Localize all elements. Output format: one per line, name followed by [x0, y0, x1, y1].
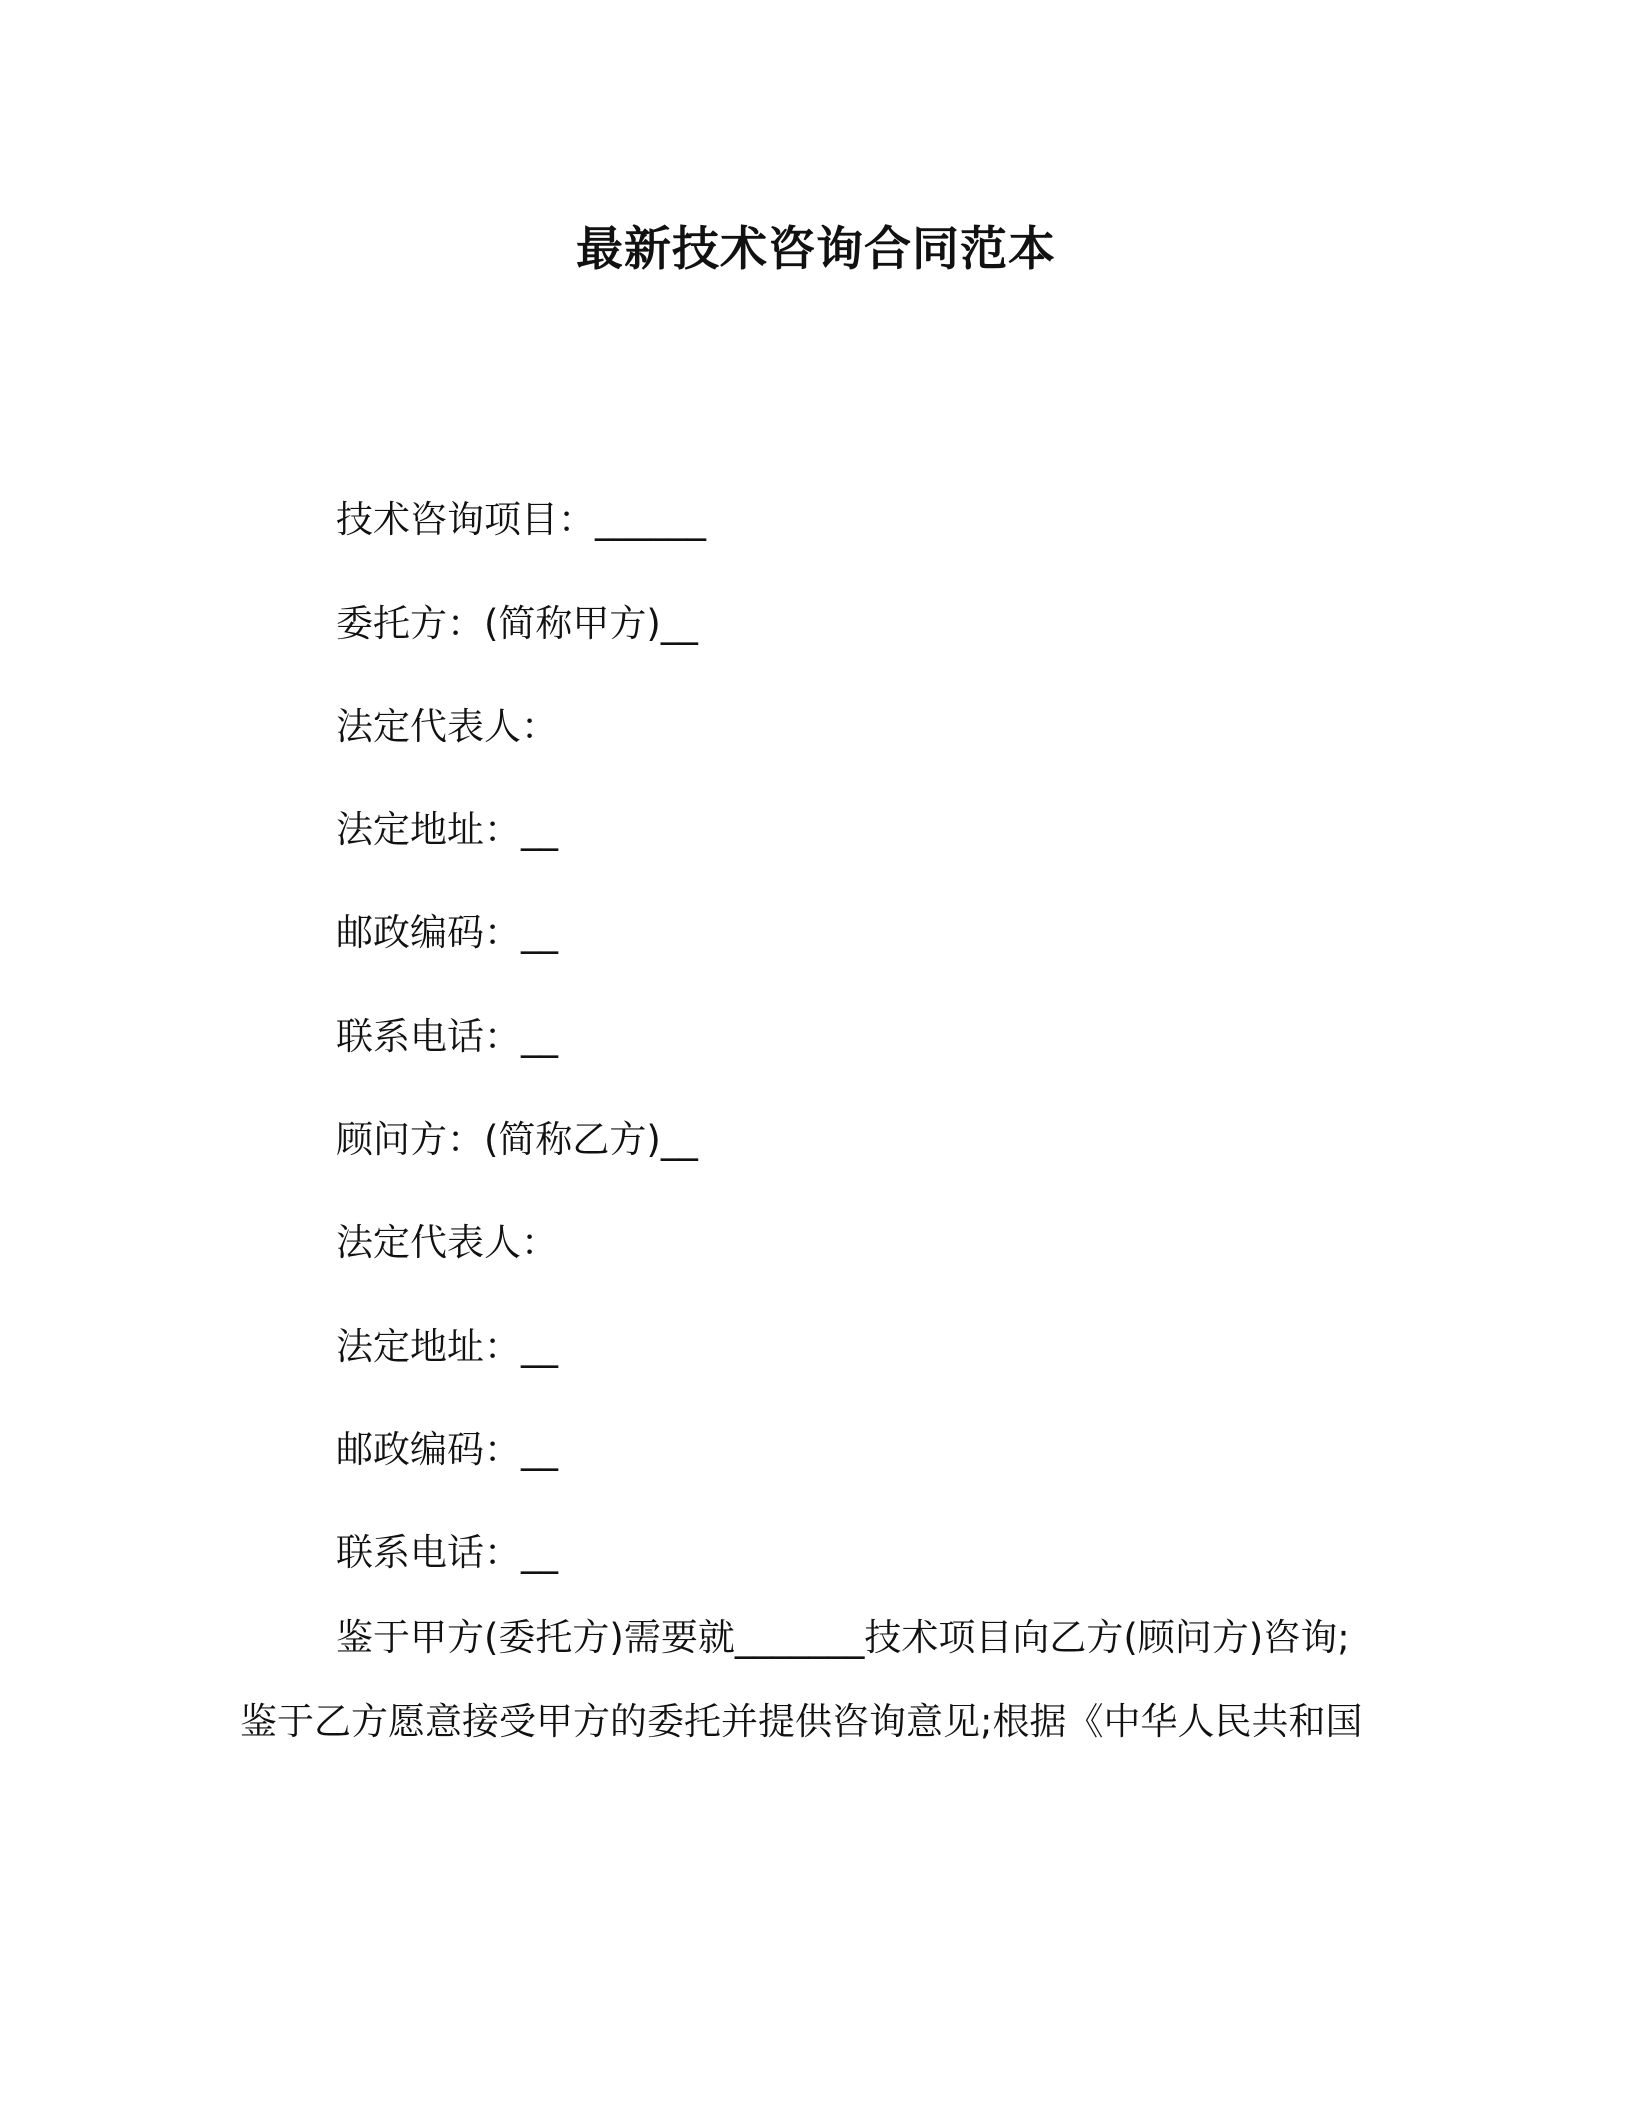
field-consultant-phone: 联系电话：__: [336, 1531, 558, 1574]
field-consultant-address: 法定地址：__: [336, 1325, 558, 1368]
field-consultant-postcode: 邮政编码：__: [336, 1428, 558, 1471]
preamble-line-1: 鉴于甲方(委托方)需要就_______技术项目向乙方(顾问方)咨询;: [336, 1616, 1350, 1659]
field-consulting-project: 技术咨询项目：______: [336, 498, 706, 541]
field-client-phone: 联系电话：__: [336, 1015, 558, 1058]
field-client-postcode: 邮政编码：__: [336, 911, 558, 954]
field-consultant-party: 顾问方：(简称乙方)__: [336, 1118, 698, 1161]
field-client-address: 法定地址：__: [336, 808, 558, 851]
preamble-line-2: 鉴于乙方愿意接受甲方的委托并提供咨询意见;根据《中华人民共和国: [240, 1700, 1363, 1743]
field-client-party: 委托方：(简称甲方)__: [336, 602, 698, 645]
document-title: 最新技术咨询合同范本: [576, 222, 1056, 277]
field-client-legal-rep: 法定代表人：: [336, 705, 558, 748]
field-consultant-legal-rep: 法定代表人：: [336, 1221, 558, 1264]
